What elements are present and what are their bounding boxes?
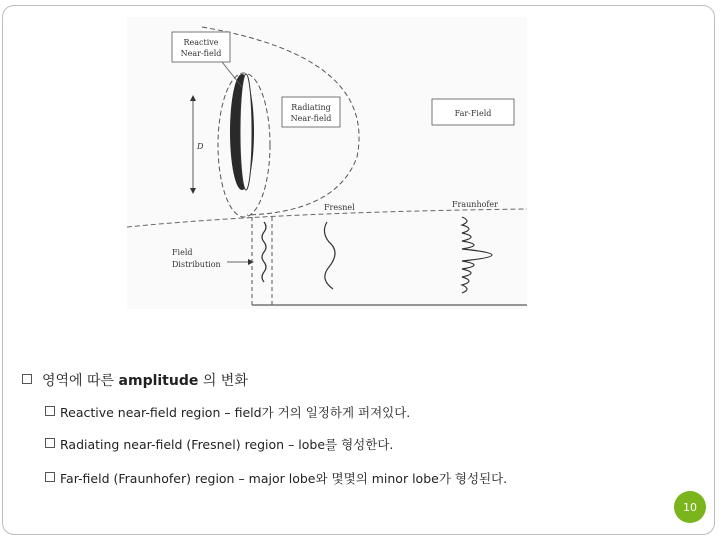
field-dist-label-2: Distribution xyxy=(172,260,221,269)
page-number-badge: 10 xyxy=(674,491,706,523)
main-bullet-bold: amplitude xyxy=(118,373,199,389)
fraunhofer-label: Fraunhofer xyxy=(452,200,498,209)
checkbox-bullet-icon xyxy=(45,438,55,448)
antenna-lens-edge xyxy=(240,74,252,190)
checkbox-bullet-icon xyxy=(22,374,32,384)
checkbox-bullet-icon xyxy=(45,406,55,416)
main-bullet-suffix: 의 변화 xyxy=(202,373,248,389)
fresnel-label: Fresnel xyxy=(324,203,355,212)
d-label: D xyxy=(197,142,204,151)
antenna-field-regions-figure xyxy=(127,17,527,309)
radiating-label-2: Near-field xyxy=(290,114,332,123)
main-bullet-text xyxy=(42,370,248,390)
reactive-label-2: Near-field xyxy=(180,49,222,58)
checkbox-bullet-icon xyxy=(45,472,55,482)
sub-bullet-far-field: Far-field (Fraunhofer) region – major lobe와 몇몇의 minor lobe가 형성된다. xyxy=(60,471,508,486)
main-bullet-prefix: 영역에 따른 xyxy=(42,373,115,389)
reactive-label-1: Reactive xyxy=(183,38,219,47)
radiating-label-1: Radiating xyxy=(291,103,331,112)
sub-bullet-radiating: Radiating near-field (Fresnel) region – lobe를 형성한다. xyxy=(60,437,394,452)
field-dist-label-1: Field xyxy=(172,248,193,257)
far-field-label: Far-Field xyxy=(454,109,492,118)
sub-bullet-reactive: Reactive near-field region – field가 거의 일정하게 퍼져있다. xyxy=(60,405,411,420)
field-regions-diagram xyxy=(127,17,527,309)
